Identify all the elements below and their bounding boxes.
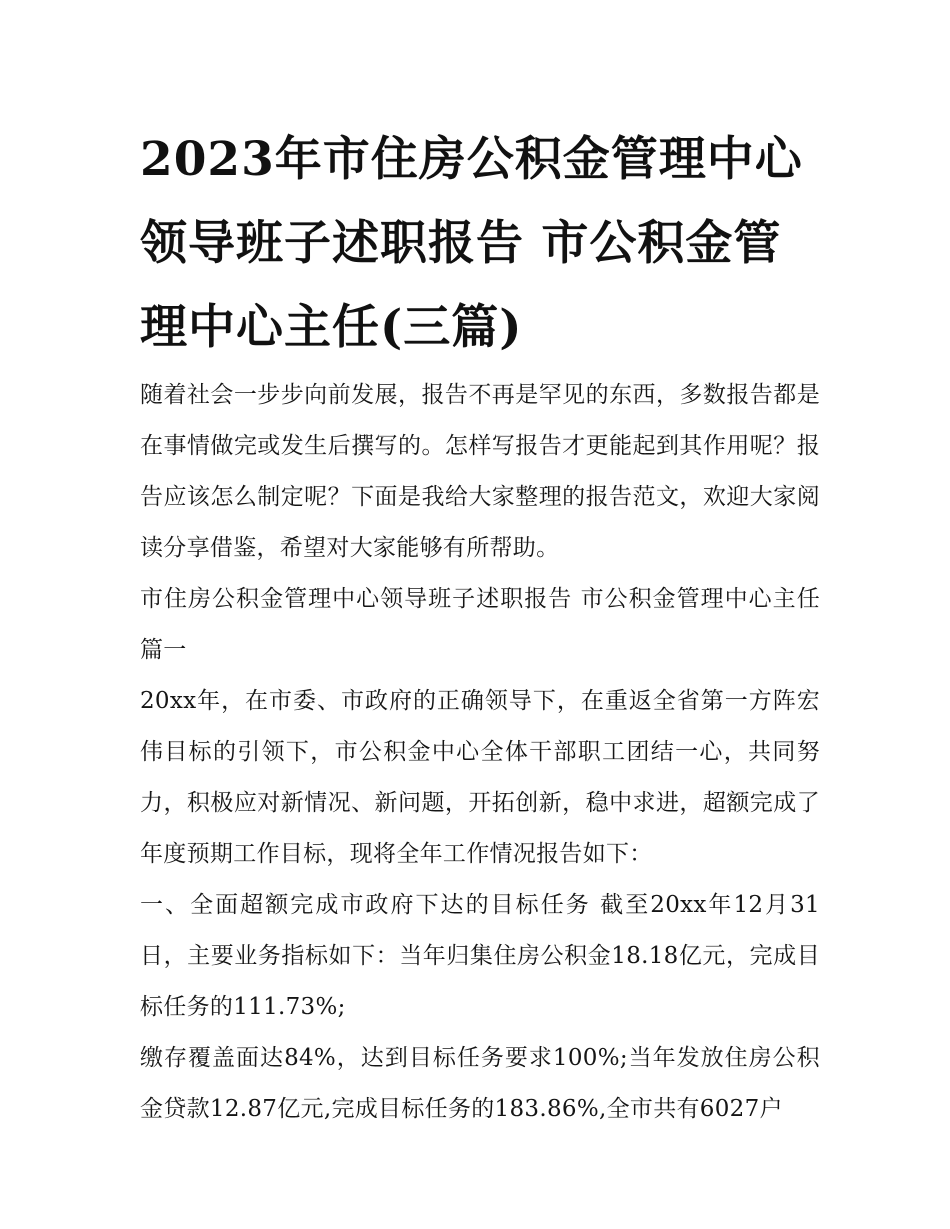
targets-paragraph: 一、全面超额完成市政府下达的目标任务 截至20xx年12月31日，主要业务指标如下：当年归集住房公积金18.18亿元，完成目标任务的111.73%; (140, 892, 820, 1020)
summary-paragraph: 20xx年，在市委、市政府的正确领导下，在重返全省第一方阵宏伟目标的引领下，市公积金中心全体干部职工团结一心，共同努力，积极应对新情况、新问题，开拓创新，稳中求进，超额完成了年度预期工作目标，现将全年工作情况报告如下： (140, 688, 820, 867)
document-body (140, 370, 820, 1135)
section-heading: 市住房公积金管理中心领导班子述职报告 市公积金管理中心主任篇一 (140, 586, 820, 663)
intro-paragraph: 随着社会一步步向前发展，报告不再是罕见的东西，多数报告都是在事情做完或发生后撰写的。怎样写报告才更能起到其作用呢？报告应该怎么制定呢？下面是我给大家整理的报告范文，欢迎大家阅读分享借鉴，希望对大家能够有所帮助。 (140, 382, 820, 561)
coverage-paragraph: 缴存覆盖面达84%，达到目标任务要求100%;当年发放住房公积金贷款12.87亿元,完成目标任务的183.86%,全市共有6027户 (140, 1045, 820, 1122)
document-page (140, 118, 820, 1135)
document-title: 2023年市住房公积金管理中心领导班子述职报告 市公积金管理中心主任(三篇) (140, 132, 803, 355)
